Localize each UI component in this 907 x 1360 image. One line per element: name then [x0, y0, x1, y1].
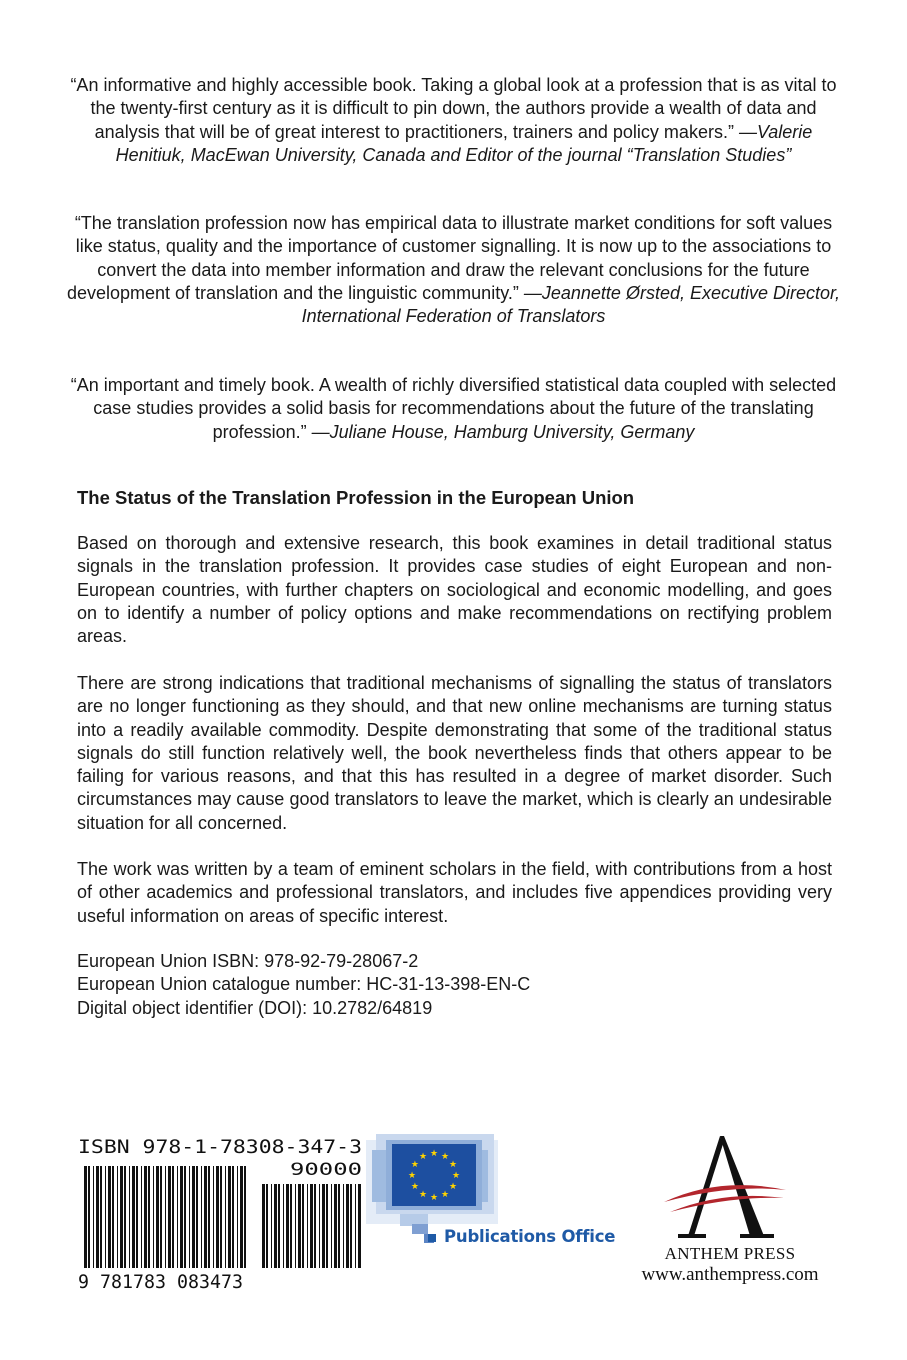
eu-star-icon: ★: [418, 1190, 428, 1201]
barcode-bar: [319, 1184, 320, 1268]
logo-pixel-block: [412, 1224, 428, 1234]
barcode-bar: [228, 1166, 231, 1268]
barcode-bar: [136, 1166, 138, 1268]
eu-star-icon: ★: [440, 1190, 450, 1201]
eu-star-icon: ★: [449, 1160, 458, 1170]
publication-identifiers: [77, 950, 530, 1020]
barcode-addon-bars: [262, 1184, 361, 1268]
barcode-bar: [204, 1166, 207, 1268]
barcode-bar: [168, 1166, 171, 1268]
barcode-bar: [148, 1166, 150, 1268]
eu-star-icon: ★: [410, 1182, 419, 1192]
barcode-bar: [172, 1166, 174, 1268]
barcode-bar: [274, 1184, 277, 1268]
anthem-press-url[interactable]: www.anthempress.com: [641, 1264, 819, 1285]
barcode-bar: [295, 1184, 296, 1268]
eu-isbn: European Union ISBN: 978-92-79-28067-2: [77, 951, 419, 971]
barcode-bar: [177, 1166, 178, 1268]
description-paragraph-1: Based on thorough and extensive research, this book examines in detail traditional status signals in the translation profession. It provides case studies of eight European and non-European countries, with further chapters on sociological and economic modelling, and goes on to identify a number of policy options and make recommendations on rectifying problem areas.: [77, 533, 832, 647]
barcode-bar: [84, 1166, 87, 1268]
eu-star-icon: ★: [451, 1171, 461, 1181]
review-quote-2: [60, 212, 847, 328]
book-title-heading: The Status of the Translation Profession in the European Union: [77, 487, 635, 508]
barcode-bar: [271, 1184, 272, 1268]
barcode-bar: [240, 1166, 243, 1268]
barcode-bar: [96, 1166, 99, 1268]
barcode-bar: [334, 1184, 337, 1268]
barcode-bar: [112, 1166, 114, 1268]
logo-a-serif: [678, 1234, 706, 1238]
review-quote-1: [60, 74, 847, 167]
eu-catalogue-number: European Union catalogue number: HC-31-13-398-EN-C: [77, 974, 531, 995]
quote-text: “An informative and highly accessible book. Taking a global look at a profession that is as vital to the twenty-first century as it is difficult to pin down, the authors provide a wealth of data and analysis that will be of great interest to practitioners, trainers and policy makers.”: [70, 75, 837, 142]
barcode-bar: [144, 1166, 147, 1268]
barcode-bar: [225, 1166, 226, 1268]
eu-star-icon: ★: [429, 1193, 439, 1203]
quote-attribution: —Juliane House, Hamburg University, Germany: [311, 421, 695, 442]
barcode-bar: [244, 1166, 246, 1268]
barcode-price-code: 90000: [290, 1160, 362, 1180]
eu-star-icon: ★: [407, 1171, 417, 1181]
barcode-bar: [180, 1166, 183, 1268]
barcode-bar: [156, 1166, 159, 1268]
doi: Digital object identifier (DOI): 10.2782/64819: [77, 997, 433, 1018]
barcode-bars: [84, 1166, 246, 1268]
barcode-bar: [124, 1166, 126, 1268]
logo-a-left-stroke: [688, 1136, 723, 1236]
barcode-bar: [108, 1166, 111, 1268]
barcode-bar: [302, 1184, 304, 1268]
barcode-bar: [232, 1166, 234, 1268]
barcode-bar: [117, 1166, 118, 1268]
barcode-bar: [237, 1166, 238, 1268]
barcode-bar: [88, 1166, 90, 1268]
barcode-bar: [105, 1166, 106, 1268]
barcode-bar: [189, 1166, 190, 1268]
barcode-bar: [278, 1184, 280, 1268]
barcode-bar: [213, 1166, 214, 1268]
barcode-bar: [262, 1184, 265, 1268]
eu-star-icon: ★: [429, 1149, 439, 1159]
quote-text: “The translation profession now has empirical data to illustrate market conditions for soft values like status, quality and the importance of customer signalling. It is now up to the associations to convert the data into member information and draw the relevant conclusions for the future development of translation and the linguistic community.”: [66, 213, 833, 303]
description-paragraph-2: There are strong indications that traditional mechanisms of signalling the status of translators are no longer functioning as they should, and that new online mechanisms are turning status into a readily available commodity. Despite demonstrating that some of the traditional status signals do still function relatively well, the book nevertheless finds that others appear to be failing for various reasons, and that this has resulted in a degree of market disorder. Such circumstances may cause good translators to leave the market, which is clearly an undesirable situation for all concerned.: [77, 673, 832, 833]
quote-attribution: —Jeannette Ørsted, Executive Director, International Federation of Translators: [301, 282, 841, 327]
barcode-bar: [343, 1184, 344, 1268]
isbn-barcode: [78, 1134, 368, 1294]
barcode-bar: [132, 1166, 135, 1268]
barcode-bar: [283, 1184, 284, 1268]
barcode-bar: [266, 1184, 268, 1268]
barcode-bar: [331, 1184, 332, 1268]
eu-star-icon: ★: [440, 1151, 450, 1162]
barcode-bar: [350, 1184, 352, 1268]
barcode-bar: [338, 1184, 340, 1268]
barcode-bar: [93, 1166, 94, 1268]
barcode-bar: [326, 1184, 328, 1268]
barcode-bar: [165, 1166, 166, 1268]
barcode-bar: [355, 1184, 356, 1268]
description-paragraph-3: The work was written by a team of eminent scholars in the field, with contributions from a host of other academics and professional translators, and includes five appendices providing very useful information on areas of specific interest.: [77, 859, 832, 926]
barcode-bar: [298, 1184, 301, 1268]
barcode-bar: [129, 1166, 130, 1268]
review-quote-3: [60, 374, 847, 444]
logo-pixel-block: [372, 1150, 386, 1202]
eu-star-icon: ★: [418, 1151, 428, 1162]
barcode-bar: [153, 1166, 154, 1268]
logo-bullet-square: [428, 1234, 436, 1242]
quote-attribution: —Valerie Henitiuk, MacEwan University, Canada and Editor of the journal “Translation Studies”: [115, 121, 813, 165]
barcode-bar: [216, 1166, 219, 1268]
barcode-bar: [160, 1166, 162, 1268]
barcode-digits: 9 781783 083473: [78, 1271, 243, 1293]
barcode-bar: [141, 1166, 142, 1268]
barcode-bar: [307, 1184, 308, 1268]
logo-a-serif: [740, 1234, 774, 1238]
barcode-bar: [322, 1184, 325, 1268]
eu-star-icon: ★: [449, 1182, 458, 1192]
barcode-bar: [310, 1184, 313, 1268]
barcode-bar: [220, 1166, 222, 1268]
barcode-bar: [100, 1166, 102, 1268]
barcode-bar: [196, 1166, 198, 1268]
barcode-bar: [290, 1184, 292, 1268]
barcode-bar: [120, 1166, 123, 1268]
publications-office-label: Publications Office: [444, 1227, 616, 1246]
barcode-isbn-label: ISBN 978-1-78308-347-3: [78, 1136, 362, 1158]
barcode-bar: [184, 1166, 186, 1268]
barcode-bar: [314, 1184, 316, 1268]
anthem-press-logo: [660, 1132, 790, 1244]
logo-swoosh: [670, 1196, 784, 1212]
barcode-bar: [286, 1184, 289, 1268]
eu-star-icon: ★: [410, 1160, 419, 1170]
barcode-bar: [192, 1166, 195, 1268]
barcode-bar: [208, 1166, 210, 1268]
barcode-bar: [358, 1184, 361, 1268]
barcode-bar: [201, 1166, 202, 1268]
anthem-press-name: ANTHEM PRESS: [664, 1244, 796, 1263]
quote-text: “An important and timely book. A wealth of richly diversified statistical data coupled with selected case studies provides a solid basis for recommendations about the future of the translating profession.”: [70, 375, 837, 442]
barcode-bar: [346, 1184, 349, 1268]
